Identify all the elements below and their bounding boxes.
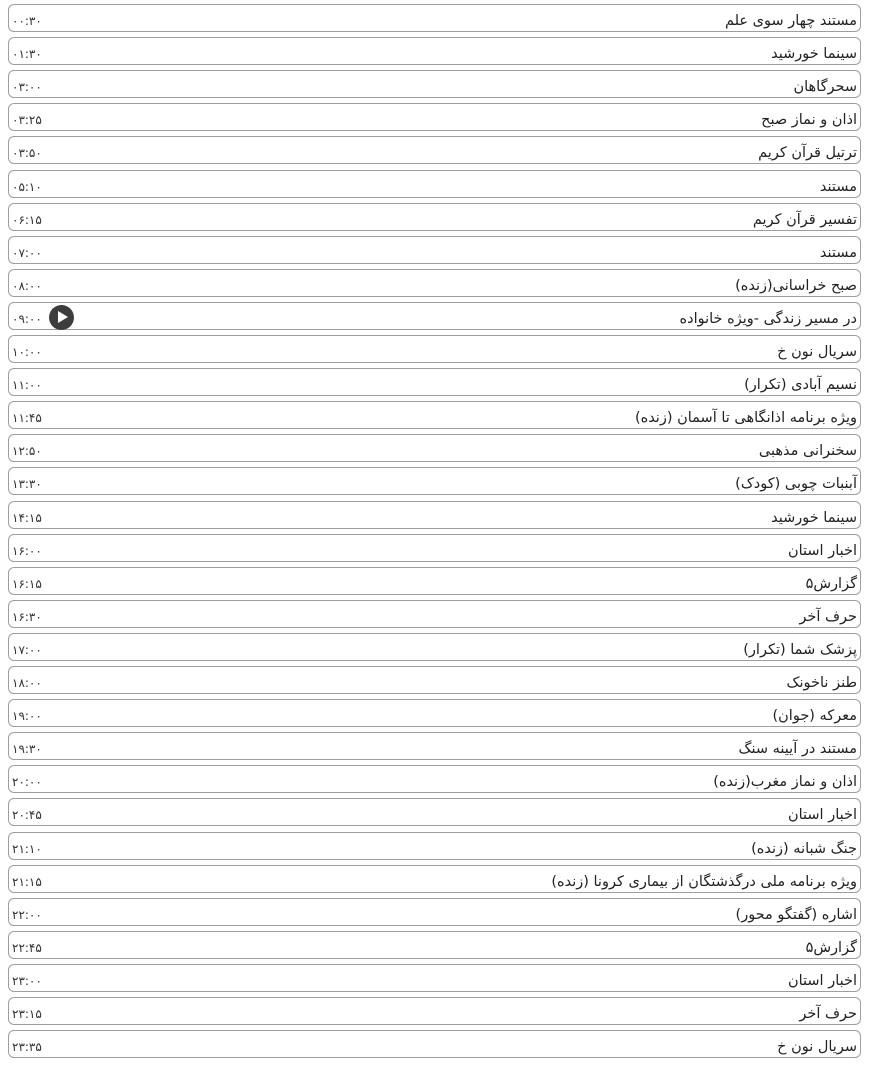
- schedule-row[interactable]: [8, 1030, 861, 1058]
- schedule-row[interactable]: [8, 699, 861, 727]
- schedule-row[interactable]: [8, 964, 861, 992]
- schedule-row[interactable]: [8, 898, 861, 926]
- program-title: اذان و نماز صبح: [761, 112, 857, 129]
- program-time: ۱۴:۱۵: [12, 510, 42, 525]
- schedule-row[interactable]: [8, 4, 861, 32]
- program-time: ۱۱:۰۰: [12, 378, 42, 393]
- program-time: ۰۹:۰۰: [12, 311, 42, 326]
- program-time: ۱۷:۰۰: [12, 642, 42, 657]
- schedule-row[interactable]: [8, 467, 861, 495]
- program-time: ۱۳:۳۰: [12, 477, 42, 492]
- program-title: سینما خورشید: [771, 509, 857, 526]
- program-title: سخنرانی مذهبی: [758, 443, 857, 460]
- schedule-row[interactable]: [8, 765, 861, 793]
- program-title: جنگ شبانه (زنده): [751, 840, 857, 857]
- program-time: ۲۰:۴۵: [12, 808, 42, 823]
- program-time: ۱۹:۰۰: [12, 709, 42, 724]
- program-title: ترتیل قرآن کریم: [758, 145, 857, 162]
- program-title: مستند چهار سوی علم: [724, 13, 857, 29]
- schedule-row[interactable]: [8, 335, 861, 363]
- program-time: ۰۸:۰۰: [12, 278, 42, 293]
- program-time: ۲۳:۱۵: [12, 1007, 42, 1021]
- schedule-row[interactable]: [8, 567, 861, 595]
- program-title: در مسیر زندگی -ویژه خانواده: [679, 310, 857, 327]
- program-title: معرکه (جوان): [772, 708, 857, 725]
- program-title: مستند: [819, 178, 857, 195]
- schedule-row[interactable]: [8, 997, 861, 1025]
- schedule-row[interactable]: [8, 37, 861, 65]
- schedule-row[interactable]: [8, 170, 861, 198]
- schedule-row[interactable]: [8, 798, 861, 826]
- program-time: ۰۶:۱۵: [12, 212, 42, 227]
- schedule-row[interactable]: [8, 534, 861, 562]
- program-title: حرف آخر: [799, 608, 857, 625]
- program-title: ویژه برنامه اذانگاهی تا آسمان (زنده): [634, 410, 857, 427]
- schedule-row[interactable]: [8, 732, 861, 760]
- program-title: گزارش۵: [805, 575, 857, 592]
- schedule-row[interactable]: [8, 434, 861, 462]
- program-time: ۱۸:۰۰: [12, 676, 42, 690]
- schedule-row[interactable]: [8, 931, 861, 959]
- program-time: ۰۷:۰۰: [12, 245, 42, 260]
- program-title: حرف آخر: [799, 1006, 857, 1022]
- schedule-row[interactable]: [8, 832, 861, 860]
- program-title: آبنبات چوبی (کودک): [735, 476, 857, 493]
- program-time: ۲۱:۱۰: [12, 841, 42, 856]
- schedule-row[interactable]: [8, 103, 861, 131]
- program-time: ۰۰:۳۰: [12, 14, 42, 28]
- program-time: ۰۱:۳۰: [12, 47, 42, 62]
- schedule-row[interactable]: [8, 600, 861, 628]
- program-title: اخبار استان: [787, 972, 857, 989]
- schedule-row[interactable]: [8, 203, 861, 231]
- program-title: ویژه برنامه ملی درگذشتگان از بیماری کرونا (زنده): [551, 873, 857, 890]
- program-title: اذان و نماز مغرب(زنده): [713, 774, 857, 791]
- program-time: ۰۳:۵۰: [12, 146, 42, 161]
- program-time: ۱۱:۴۵: [12, 411, 42, 426]
- program-title: پزشک شما (تکرار): [743, 641, 857, 658]
- schedule-row[interactable]: [8, 302, 861, 330]
- program-time: ۰۳:۲۵: [12, 113, 42, 128]
- schedule-row[interactable]: [8, 401, 861, 429]
- program-title: سریال نون خ: [777, 344, 857, 360]
- program-title: اخبار استان: [787, 542, 857, 559]
- program-title: تفسیر قرآن کریم: [752, 211, 857, 228]
- program-time: ۰۵:۱۰: [12, 179, 42, 194]
- program-time: ۱۶:۳۰: [12, 609, 42, 624]
- program-time: ۱۹:۳۰: [12, 742, 42, 757]
- program-title: سینما خورشید: [771, 46, 857, 63]
- schedule-row[interactable]: [8, 633, 861, 661]
- schedule-row[interactable]: [8, 136, 861, 164]
- program-time: ۲۱:۱۵: [12, 874, 42, 889]
- program-title: سریال نون خ: [777, 1039, 857, 1056]
- program-time: ۰۳:۰۰: [12, 80, 42, 95]
- schedule-row[interactable]: [8, 368, 861, 396]
- program-title: اشاره (گفتگو محور): [735, 906, 857, 923]
- program-title: طنز ناخونک: [786, 675, 857, 691]
- program-time: ۲۳:۰۰: [12, 973, 42, 988]
- schedule-row[interactable]: [8, 865, 861, 893]
- program-time: ۱۲:۵۰: [12, 444, 42, 459]
- program-title: مستند: [819, 244, 857, 261]
- program-title: گزارش۵: [805, 939, 857, 956]
- program-time: ۲۲:۰۰: [12, 907, 42, 922]
- schedule-row[interactable]: [8, 666, 861, 694]
- program-time: ۱۶:۰۰: [12, 543, 42, 558]
- schedule-row[interactable]: [8, 269, 861, 297]
- program-time: ۱۶:۱۵: [12, 576, 42, 591]
- program-title: اخبار استان: [787, 807, 857, 824]
- program-title: نسیم آبادی (تکرار): [744, 377, 857, 394]
- program-time: ۱۰:۰۰: [12, 345, 42, 359]
- program-time: ۲۰:۰۰: [12, 775, 42, 790]
- schedule-row[interactable]: [8, 236, 861, 264]
- schedule-row[interactable]: [8, 70, 861, 98]
- play-icon[interactable]: [49, 305, 74, 330]
- program-title: مستند در آیینه سنگ: [738, 741, 857, 758]
- program-time: ۲۲:۴۵: [12, 940, 42, 955]
- program-title: صبح خراسانی(زنده): [735, 277, 857, 294]
- schedule-row[interactable]: [8, 501, 861, 529]
- program-time: ۲۳:۳۵: [12, 1040, 42, 1055]
- program-title: سحرگاهان: [793, 79, 857, 96]
